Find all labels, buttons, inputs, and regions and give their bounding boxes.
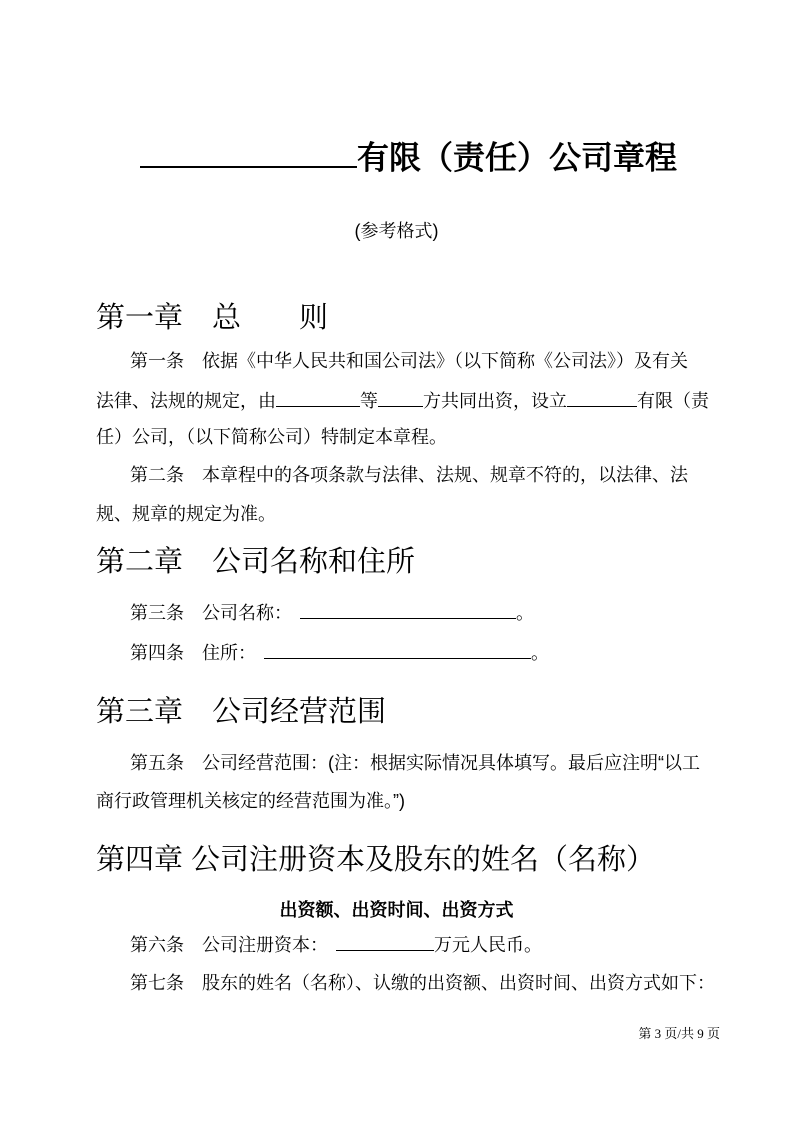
article-2-line-1: 第二条 本章程中的各项条款与法律、法规、规章不符的，以法律、法 [130,465,688,485]
document-subtitle: (参考格式) [354,221,439,241]
article-1-line-2-text-2: 等 [360,391,378,412]
chapter-2-heading: 第二章 公司名称和住所 [96,546,416,578]
article-3-period: 。 [516,603,534,624]
page-number-indicator: 第 3 页/共 9 页 [638,1026,720,1041]
article-4-line [130,641,549,664]
chapter-4-heading: 第四章 公司注册资本及股东的姓名（名称） [96,844,656,876]
page-title: 有限（责任）公司章程 [357,139,678,176]
article-3-line [130,601,534,624]
registered-capital-blank [336,933,434,951]
article-7-line-1: 第七条 股东的姓名（名称）、认缴的出资额、出资时间、出资方式如下： [130,973,715,993]
article-5-line-2: 商行政管理机关核定的经营范围为准。”) [96,791,405,811]
article-4-label: 第四条 住所： [130,643,256,664]
article-1-line-2-text-1: 法律、法规的规定，由 [96,391,276,412]
article-1-line-2-text-3: 方共同出资，设立 [423,391,567,412]
article-1-line-1: 第一条 依据《中华人民共和国公司法》（以下简称《公司法》）及有关 [130,351,688,371]
article-4-period: 。 [531,643,549,664]
document-title-line [140,136,677,176]
article-3-label: 第三条 公司名称： [130,603,292,624]
article-1-line-2 [96,389,709,412]
company-blank-line [567,389,637,407]
company-name-field-blank [300,601,516,619]
article-1-line-3: 任）公司，（以下简称公司）特制定本章程。 [96,427,447,447]
investors-blank-line [276,389,360,407]
article-6-line [130,933,542,956]
company-name-blank-line [140,136,357,168]
article-6-label: 第六条 公司注册资本： [130,935,328,956]
address-field-blank [264,641,531,659]
chapter-3-heading: 第三章 公司经营范围 [96,696,387,728]
article-5-line-1: 第五条 公司经营范围：(注：根据实际情况具体填写。最后应注明“以工 [130,753,700,773]
chapter-1-heading: 第一章 总 则 [96,302,329,334]
chapter-4-subheading: 出资额、出资时间、出资方式 [279,900,514,920]
article-1-line-2-text-4: 有限（责 [637,391,709,412]
article-6-suffix: 万元人民币。 [434,935,542,956]
article-2-line-2: 规、规章的规定为准。 [96,504,276,524]
party-count-blank-line [378,389,423,407]
